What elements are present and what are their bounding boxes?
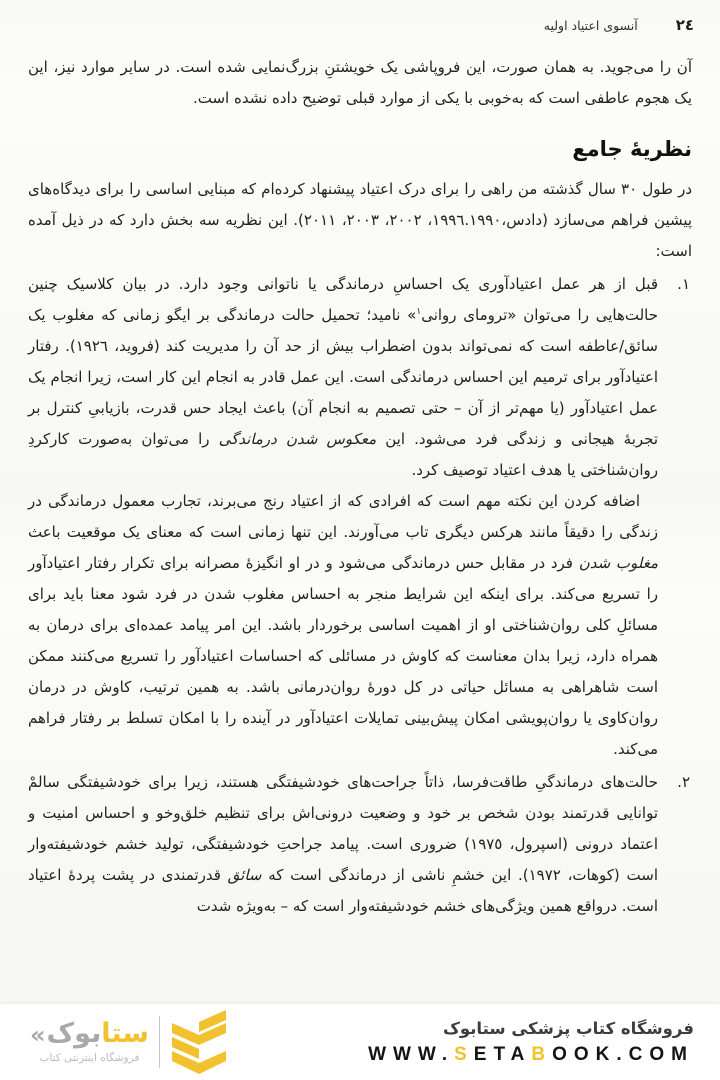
setabook-footer-banner — [0, 1004, 720, 1080]
setabook-logo-text — [30, 1020, 149, 1064]
italic-phrase: سائق — [227, 866, 262, 884]
theory-list-item-2 — [28, 767, 692, 922]
setabook-chevron-emblem-icon — [170, 1009, 228, 1075]
item-1-p2-text: فرد در مقابل حس درماندگی می‌شود و در او انگیزهٔ مصرانه برای تکرار رفتار اعتیادآور را تسریع می‌کند. برای اینکه این شرایط منجر به احساس مغلوب شدن در فرد شود معنا باید برای مسائلِ کلی روان‌شناختی او از اهمیت اساسی برخوردار باشد. این امر پیامد عمده‌ای برای درمان به همراه دارد، زیرا بدان معناست که کاوش در مسائلی که احساسات اعتیادآور را تسریع می‌کنند ممکن است شاهراهی به مسائل حیاتی در کل دورهٔ روان‌درمانی باشد. به همین ترتیب، کاوش در درمان روان‌کاوی یا روان‌پویشی امکان پیش‌بینی تمایلات اعتیادآور در آینده را با امکان تسلط بر رفتار فراهم می‌کند. — [28, 554, 658, 758]
setabook-wordmark — [30, 1018, 149, 1050]
item-1-p1-text: » نامید؛ تحمیل حالت درماندگی بر ایگو زمانی که مغلوب یک سائق/عاطفه است که نمی‌تواند بدون اضطراب بیش از حد آن را مدیریت کند (فروید، ١٩٢٦). رفتار اعتیادآور برای ترمیم این احساس درماندگی است. این عمل قادر به انجام این کار است، زیرا انجام یک عمل اعتیادآور (یا مهم‌تر از آن – حتی تصمیم به انجام آن) باعث ایجاد حس قدرت، بازیابیِ کنترل بر تجربهٔ هیجانی و زندگی فرد می‌شود. این — [28, 306, 659, 448]
item-1-number: ١. — [677, 275, 690, 293]
url-letter-s: S — [454, 1043, 474, 1065]
item-1-p1-text: را می‌توان به‌صورت کارکردِ روان‌شناختی یا هدف اعتیاد توصیف کرد. — [28, 430, 658, 479]
wordmark-yellow-part: ستا — [101, 1018, 149, 1050]
section-intro-paragraph: در طول ٣٠ سال گذشته من راهی را برای درک اعتیاد پیشنهاد کرده‌ام که مبنایی اساسی را برای دیدگاه‌های پیشین فراهم می‌سازد (دادس،١٩٩٦.١٩٩٠، ٢٠٠٢، ٢٠٠٣، ٢٠١١). این نظریه سه بخش دارد که در ذیل آمده است: — [28, 180, 693, 260]
logo-subtitle: فروشگاه اینترنتی کتاب — [39, 1052, 140, 1065]
item-1-paragraph-1 — [28, 269, 658, 486]
item-1-p1-text: قبل از هر عمل اعتیادآوری یک احساسِ درماندگی یا ناتوانی وجود دارد. در بیان کلاسیک چنین حالت‌هایی را می‌توان «ترومای روانی — [28, 275, 658, 324]
item-2-p1-text: قدرتمندی در پشت پردهٔ اعتیاد است. درواقع همین ویژگی‌های خشم خودشیفته‌وار است که – به‌ویژه شدت — [28, 866, 658, 915]
url-part: OOK.COM — [552, 1043, 694, 1065]
item-2-paragraph-1 — [28, 767, 658, 922]
logo-divider — [159, 1016, 161, 1068]
italic-phrase: معکوس شدن درماندگی — [218, 430, 377, 448]
italic-phrase: مغلوب شدن — [578, 554, 658, 572]
item-1-paragraph-2 — [28, 486, 658, 765]
url-part: WWW. — [368, 1043, 455, 1065]
website-url — [368, 1044, 694, 1066]
url-part: ETA — [473, 1043, 532, 1065]
running-header — [0, 0, 720, 34]
url-letter-b: B — [531, 1043, 553, 1065]
running-title: آنسوی اعتیاد اولیه — [543, 18, 638, 33]
page-body — [0, 34, 720, 922]
item-1-p2-text: اضافه کردن این نکته مهم است که افرادی که از اعتیاد رنج می‌برند، تجارب معمول درماندگی در زندگی را دقیقاً مانند هرکس دیگری تاب می‌آورند. این تنها زمانی است که معنای یک موقعیت باعث — [28, 492, 658, 541]
item-2-number: ٢. — [677, 773, 690, 791]
theory-list — [28, 269, 692, 922]
theory-list-item-1 — [28, 269, 692, 765]
footnote-marker: ١ — [416, 307, 422, 317]
setabook-logo — [30, 1009, 228, 1075]
footer-store-info — [368, 1019, 694, 1066]
section-heading: نظریهٔ جامع — [572, 137, 692, 161]
item-2-p1-text: حالت‌های درماندگیِ طاقت‌فرسا، ذاتاً جراحت‌های خودشیفتگی هستند، زیرا برای خودشیفتگی سالمْ توانایی قدرتمند بودن شخص بر خود و وضعیت درونی‌اش برای تنظیم خلق‌وخو و احساس امنیت و اعتماد درونی (اسپرول، ١٩٧٥) ضروری است. پیامد جراحتِ خودشیفتگی، تولید خشم خودشیفته‌وار است (کوهات، ١٩٧٢). این خشمِ ناشی از درماندگی است که — [28, 773, 658, 884]
guillemet-mark: « — [30, 1021, 46, 1050]
store-name: فروشگاه کتاب پزشکی ستابوک — [443, 1018, 694, 1038]
intro-paragraph: آن را می‌جوید. به همان صورت، این فروپاشی یک خویشتنِ بزرگ‌نمایی شده است. در سایر موارد نیز، این یک هجوم عاطفی است که به‌خوبی با یکی از موارد قبلی توضیح داده نشده است. — [28, 58, 692, 107]
wordmark-gray-part: بوک — [46, 1018, 102, 1050]
page-number: ٢٤ — [675, 16, 694, 34]
